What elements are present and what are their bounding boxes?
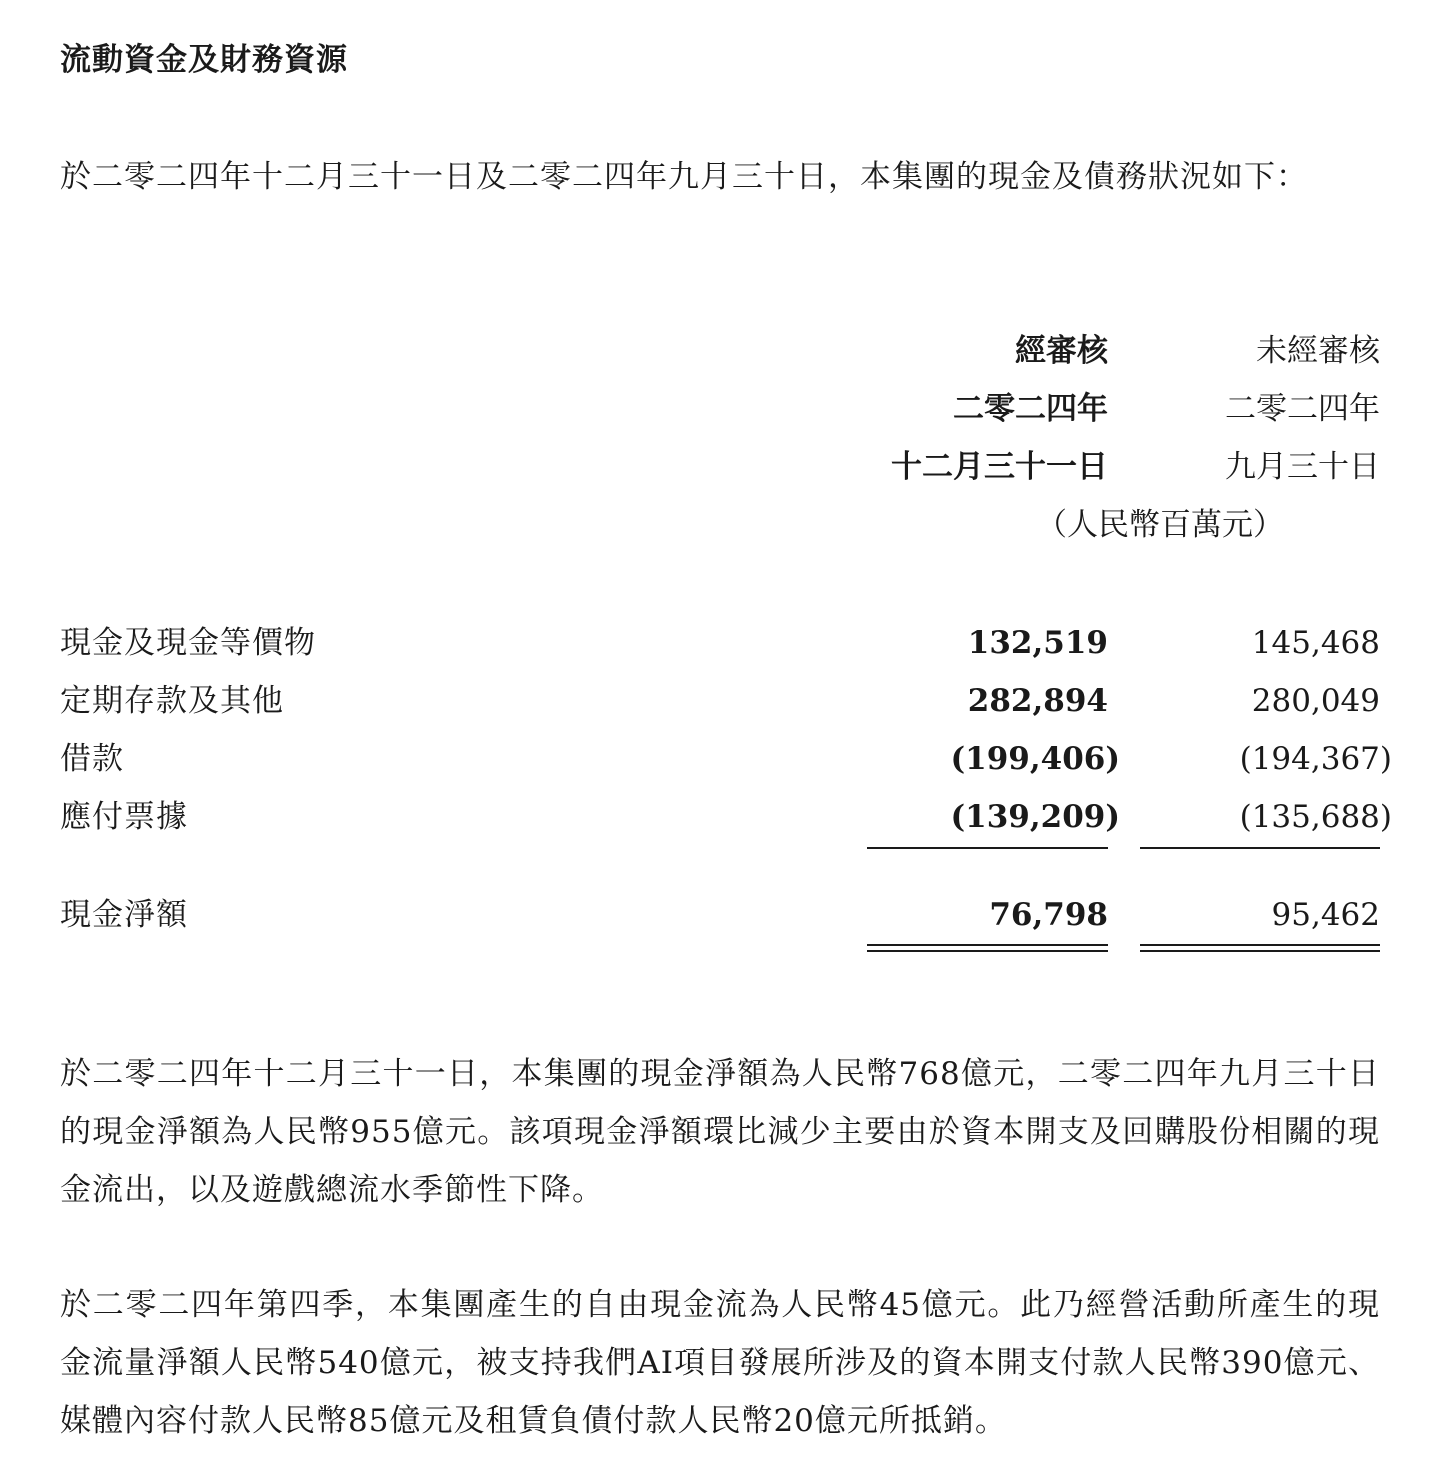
subtotal-rule — [1140, 847, 1380, 849]
intro-paragraph: 於二零二四年十二月三十一日及二零二四年九月三十日，本集團的現金及債務狀況如下： — [60, 159, 1308, 195]
free-cash-flow-paragraph: 於二零二四年第四季，本集團產生的自由現金流為人民幣45億元。此乃經營活動所產生的現金流量淨額人民幣540億元，被支持我們AI項目發展所涉及的資本開支付款人民幣390億元、媒體內容付款人民幣85億元及租賃負債付款人民幣20億元所抵銷。 — [60, 1287, 1380, 1439]
col-unaudited-year: 二零二四年 — [1225, 391, 1380, 427]
col-unaudited-status: 未經審核 — [1256, 333, 1380, 369]
total-double-rule — [867, 944, 1108, 946]
deposits-value-dec: 282,894 — [967, 683, 1108, 719]
subtotal-rule — [867, 847, 1108, 849]
borrowings-value-dec: (199,406) — [950, 741, 1120, 777]
cash-value-sep: 145,468 — [1251, 625, 1380, 661]
total-double-rule — [1140, 944, 1380, 946]
notes-payable-value-sep: (135,688) — [1239, 799, 1392, 835]
row-label-notes-payable: 應付票據 — [60, 799, 188, 835]
row-label-net-cash: 現金淨額 — [60, 897, 188, 933]
deposits-value-sep: 280,049 — [1251, 683, 1380, 719]
col-audited-date: 十二月三十一日 — [891, 449, 1108, 485]
total-double-rule — [1140, 950, 1380, 952]
section-heading: 流動資金及財務資源 — [60, 42, 348, 78]
notes-payable-value-dec: (139,209) — [950, 799, 1120, 835]
col-audited-status: 經審核 — [1015, 333, 1108, 369]
total-double-rule — [867, 950, 1108, 952]
borrowings-value-sep: (194,367) — [1239, 741, 1392, 777]
row-label-borrowings: 借款 — [60, 741, 124, 777]
net-cash-paragraph: 於二零二四年十二月三十一日，本集團的現金淨額為人民幣768億元，二零二四年九月三十日的現金淨額為人民幣955億元。該項現金淨額環比減少主要由於資本開支及回購股份相關的現金流出，以及遊戲總流水季節性下降。 — [60, 1056, 1380, 1208]
net-cash-value-sep: 95,462 — [1271, 897, 1380, 933]
net-cash-value-dec: 76,798 — [989, 897, 1108, 933]
row-label-cash: 現金及現金等價物 — [60, 625, 316, 661]
cash-value-dec: 132,519 — [967, 625, 1108, 661]
col-unaudited-date: 九月三十日 — [1225, 449, 1380, 485]
currency-unit-label: （人民幣百萬元） — [1036, 507, 1284, 543]
row-label-deposits: 定期存款及其他 — [60, 683, 284, 719]
col-audited-year: 二零二四年 — [953, 391, 1108, 427]
